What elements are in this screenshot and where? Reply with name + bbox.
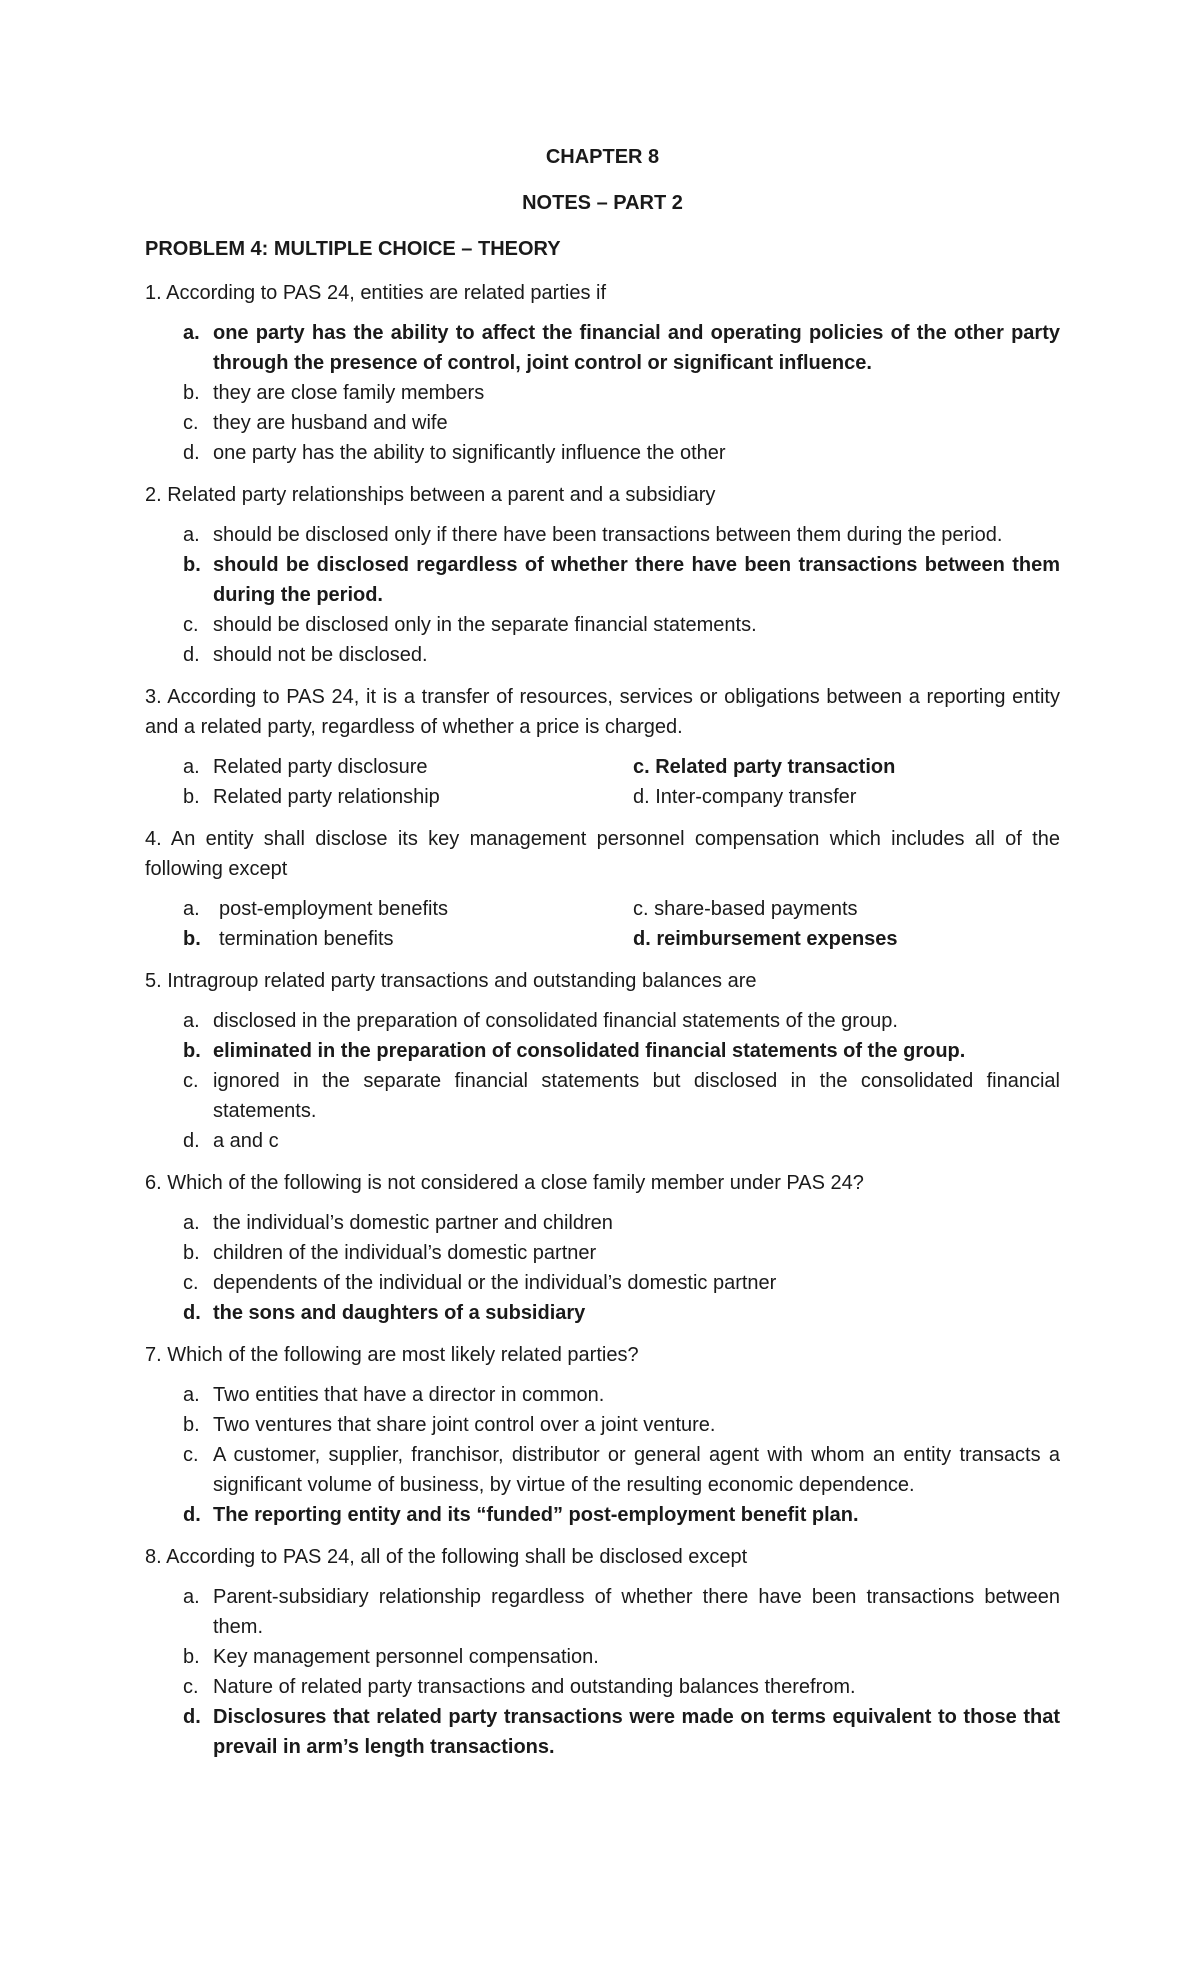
option-text: Nature of related party transactions and outstanding balances therefrom.	[213, 1676, 856, 1698]
option-item	[145, 1642, 1060, 1672]
option-letter: a.	[183, 1212, 200, 1234]
question-stem: 4. An entity shall disclose its key management personnel compensation which includes all of the following except	[145, 828, 1060, 880]
option-text: termination benefits	[219, 928, 394, 950]
option-text: c. share-based payments	[633, 898, 858, 920]
option-item	[145, 1066, 1060, 1126]
question-stem: 7. Which of the following are most likely related parties?	[145, 1344, 639, 1366]
option-text: Related party disclosure	[213, 756, 428, 778]
option-letter: b.	[183, 1414, 200, 1436]
chapter-title: CHAPTER 8	[545, 146, 660, 168]
option-item	[145, 752, 633, 782]
question-stem: 3. According to PAS 24, it is a transfer of resources, services or obligations between a reporting entity and a related party, regardless of whether a price is charged.	[145, 686, 1060, 738]
option-letter: c.	[183, 1070, 199, 1092]
option-letter: d.	[183, 1504, 201, 1526]
option-item	[145, 924, 633, 954]
option-text: they are husband and wife	[213, 412, 448, 434]
option-text: Two entities that have a director in common.	[213, 1384, 605, 1406]
option-item	[145, 378, 1060, 408]
notes-subtitle: NOTES – PART 2	[522, 192, 683, 214]
option-letter: d.	[183, 1706, 201, 1728]
option-letter: c.	[183, 614, 199, 636]
option-text: should not be disclosed.	[213, 644, 428, 666]
option-item	[145, 1208, 1060, 1238]
option-letter: c.	[183, 1272, 199, 1294]
question-stem: 2. Related party relationships between a parent and a subsidiary	[145, 484, 716, 506]
option-text: A customer, supplier, franchisor, distributor or general agent with whom an entity transacts a significant volume of business, by virtue of the resulting economic dependence.	[213, 1444, 1060, 1496]
options-grid	[145, 894, 1060, 954]
question-stem: 5. Intragroup related party transactions and outstanding balances are	[145, 970, 757, 992]
option-letter: a.	[183, 1384, 200, 1406]
options-grid	[145, 752, 1060, 812]
option-text: the individual’s domestic partner and children	[213, 1212, 613, 1234]
option-text: one party has the ability to significantly influence the other	[213, 442, 726, 464]
option-text: d. reimbursement expenses	[633, 928, 898, 950]
option-text: should be disclosed only in the separate financial statements.	[213, 614, 757, 636]
option-letter: d.	[183, 1130, 200, 1152]
option-item	[145, 1036, 1060, 1066]
option-letter: d.	[183, 442, 200, 464]
option-item	[145, 1440, 1060, 1500]
option-letter: a.	[183, 898, 200, 920]
option-item	[145, 408, 1060, 438]
option-letter: b.	[183, 928, 201, 950]
option-letter: c.	[183, 1676, 199, 1698]
option-letter: b.	[183, 1242, 200, 1264]
option-item	[145, 1702, 1060, 1762]
options-list	[145, 1380, 1060, 1530]
options-list	[145, 520, 1060, 670]
option-item	[145, 1126, 1060, 1156]
option-letter: d.	[183, 644, 200, 666]
option-item	[633, 752, 1060, 782]
option-item	[633, 894, 1060, 924]
option-item	[633, 782, 1060, 812]
option-text: Key management personnel compensation.	[213, 1646, 599, 1668]
option-item	[145, 782, 633, 812]
option-item	[145, 550, 1060, 610]
option-letter: c.	[183, 412, 199, 434]
option-text: should be disclosed only if there have been transactions between them during the period.	[213, 524, 1003, 546]
option-item	[145, 1672, 1060, 1702]
option-letter: b.	[183, 1646, 200, 1668]
option-letter: d.	[183, 1302, 201, 1324]
option-text: dependents of the individual or the individual’s domestic partner	[213, 1272, 777, 1294]
option-text: ignored in the separate financial statements but disclosed in the consolidated financial statements.	[213, 1070, 1060, 1122]
option-item	[145, 1380, 1060, 1410]
option-text: they are close family members	[213, 382, 485, 404]
option-item	[145, 438, 1060, 468]
option-text: Disclosures that related party transactions were made on terms equivalent to those that prevail in arm’s length transactions.	[213, 1706, 1060, 1758]
option-item	[145, 1500, 1060, 1530]
question-stem: 1. According to PAS 24, entities are related parties if	[145, 282, 606, 304]
option-item	[145, 520, 1060, 550]
options-list	[145, 318, 1060, 468]
option-item	[145, 610, 1060, 640]
options-list	[145, 1582, 1060, 1762]
option-text: children of the individual’s domestic partner	[213, 1242, 597, 1264]
option-text: c. Related party transaction	[633, 756, 896, 778]
problem-heading: PROBLEM 4: MULTIPLE CHOICE – THEORY	[145, 238, 561, 260]
option-text: one party has the ability to affect the financial and operating policies of the other party through the presence of control, joint control or significant influence.	[213, 322, 1060, 374]
option-letter: b.	[183, 786, 200, 808]
option-text: the sons and daughters of a subsidiary	[213, 1302, 586, 1324]
option-text: a and c	[213, 1130, 279, 1152]
option-item	[145, 1238, 1060, 1268]
option-text: disclosed in the preparation of consolidated financial statements of the group.	[213, 1010, 898, 1032]
option-letter: a.	[183, 524, 200, 546]
option-letter: b.	[183, 1040, 201, 1062]
option-letter: a.	[183, 322, 200, 344]
option-letter: a.	[183, 1586, 200, 1608]
option-text: eliminated in the preparation of consolidated financial statements of the group.	[213, 1040, 966, 1062]
option-text: Two ventures that share joint control over a joint venture.	[213, 1414, 716, 1436]
option-item	[145, 640, 1060, 670]
option-letter: b.	[183, 382, 200, 404]
option-letter: a.	[183, 1010, 200, 1032]
option-letter: c.	[183, 1444, 199, 1466]
option-text: d. Inter-company transfer	[633, 786, 857, 808]
question-stem: 6. Which of the following is not considered a close family member under PAS 24?	[145, 1172, 864, 1194]
document-page	[145, 140, 1060, 1762]
question-stem: 8. According to PAS 24, all of the following shall be disclosed except	[145, 1546, 748, 1568]
option-item	[633, 924, 1060, 954]
option-text: post-employment benefits	[219, 898, 449, 920]
options-list	[145, 1208, 1060, 1328]
option-item	[145, 1582, 1060, 1642]
option-item	[145, 894, 633, 924]
option-text: should be disclosed regardless of whether there have been transactions between them during the period.	[213, 554, 1060, 606]
options-list	[145, 1006, 1060, 1156]
option-item	[145, 1268, 1060, 1298]
option-item	[145, 318, 1060, 378]
option-item	[145, 1410, 1060, 1440]
questions-list	[145, 278, 1060, 1762]
option-item	[145, 1006, 1060, 1036]
option-text: The reporting entity and its “funded” post-employment benefit plan.	[213, 1504, 859, 1526]
option-item	[145, 1298, 1060, 1328]
option-letter: b.	[183, 554, 201, 576]
option-letter: a.	[183, 756, 200, 778]
option-text: Parent-subsidiary relationship regardless of whether there have been transactions between them.	[213, 1586, 1060, 1638]
option-text: Related party relationship	[213, 786, 440, 808]
